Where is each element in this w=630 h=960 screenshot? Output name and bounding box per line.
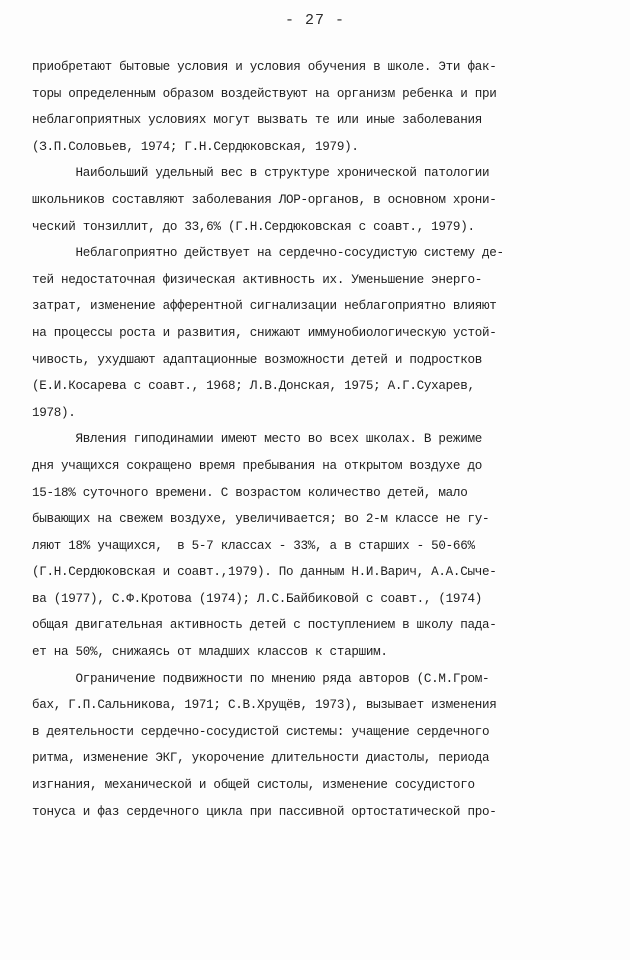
text-line: бывающих на свежем воздухе, увеличивается; во 2-м классе не гу- — [32, 512, 490, 527]
text-line: ляют 18% учащихся, в 5-7 классах - 33%, а в старших - 50-66% — [32, 538, 475, 553]
text-line: ва (1977), С.Ф.Кротова (1974); Л.С.Байбиковой с соавт., (1974) — [32, 591, 482, 606]
text-line: ритма, изменение ЭКГ, укорочение длительности диастолы, периода — [32, 751, 490, 766]
text-line: тонуса и фаз сердечного цикла при пассивной ортостатической про- — [32, 804, 497, 819]
text-line: изгнания, механической и общей систолы, изменение сосудистого — [32, 778, 475, 793]
text-line: в деятельности сердечно-сосудистой системы: учащение сердечного — [32, 724, 490, 739]
paragraph — [32, 240, 598, 426]
document-body — [32, 54, 598, 825]
paragraph — [32, 666, 598, 826]
text-line: чивость, ухудшают адаптационные возможности детей и подростков — [32, 352, 482, 367]
text-line: дня учащихся сокращено время пребывания на открытом воздухе до — [32, 458, 482, 473]
text-line: бах, Г.П.Сальникова, 1971; С.В.Хрущёв, 1973), вызывает изменения — [32, 698, 497, 713]
text-line: Ограничение подвижности по мнению ряда авторов (С.М.Гром- — [32, 671, 490, 686]
text-line: ет на 50%, снижаясь от младших классов к старшим. — [32, 645, 388, 660]
text-line: школьников составляют заболевания ЛОР-органов, в основном хрони- — [32, 192, 497, 207]
text-line: тей недостаточная физическая активность их. Уменьшение энерго- — [32, 272, 482, 287]
paragraph — [32, 54, 598, 160]
text-line: 1978). — [32, 405, 76, 420]
text-line: Неблагоприятно действует на сердечно-сосудистую систему де- — [32, 246, 504, 261]
text-line: (Е.И.Косарева с соавт., 1968; Л.В.Донская, 1975; А.Г.Сухарев, — [32, 379, 475, 394]
text-line: приобретают бытовые условия и условия обучения в школе. Эти фак- — [32, 60, 497, 74]
text-line: (З.П.Соловьев, 1974; Г.Н.Сердюковская, 1979). — [32, 139, 359, 154]
text-line: общая двигательная активность детей с поступлением в школу пада- — [32, 618, 497, 633]
text-line: Наибольший удельный вес в структуре хронической патологии — [32, 166, 490, 181]
text-line: торы определенным образом воздействуют на организм ребенка и при — [32, 86, 497, 101]
text-line: на процессы роста и развития, снижают иммунобиологическую устой- — [32, 325, 497, 340]
text-line: ческий тонзиллит, до 33,6% (Г.Н.Сердюковская с соавт., 1979). — [32, 219, 475, 234]
text-line: 15-18% суточного времени. С возрастом количество детей, мало — [32, 485, 468, 500]
paragraph — [32, 160, 598, 240]
text-line: (Г.Н.Сердюковская и соавт.,1979). По данным Н.И.Варич, А.А.Сыче- — [32, 565, 497, 580]
text-line: неблагоприятных условиях могут вызвать те или иные заболевания — [32, 113, 482, 128]
paragraph — [32, 426, 598, 665]
text-line: Явления гиподинамии имеют место во всех школах. В режиме — [32, 432, 482, 447]
text-line: затрат, изменение афферентной сигнализации неблагоприятно влияют — [32, 299, 497, 314]
page-number: - 27 - — [284, 12, 345, 29]
